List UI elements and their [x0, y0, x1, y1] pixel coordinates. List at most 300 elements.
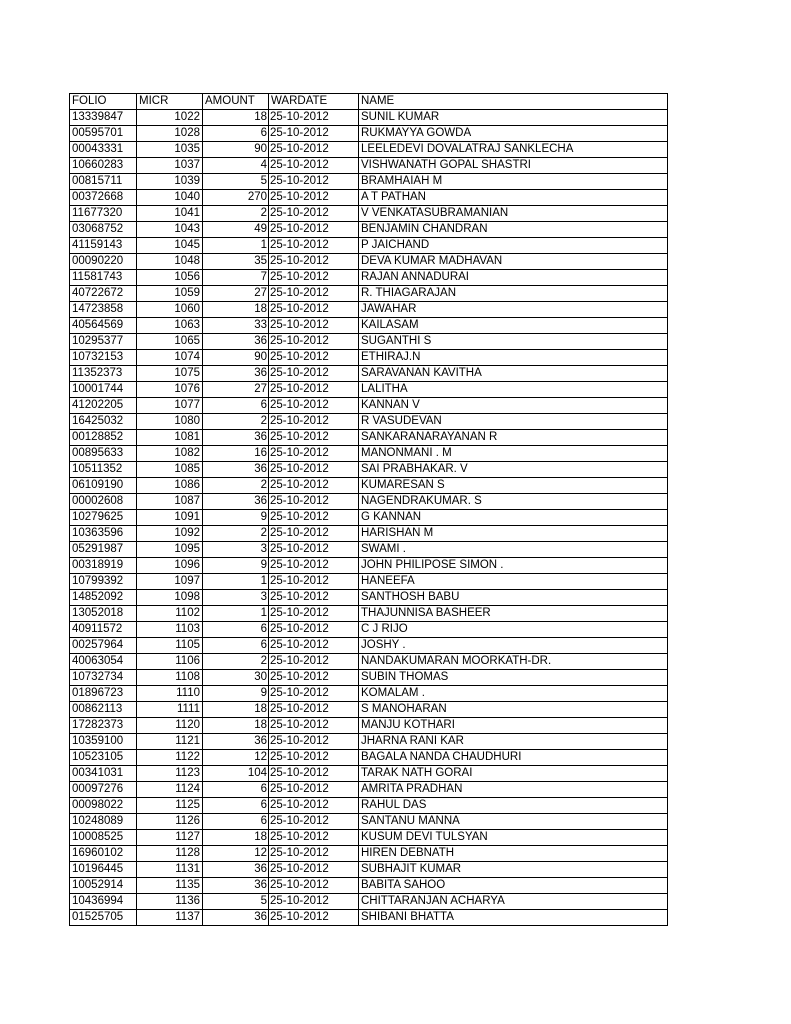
cell-micr: 1056 [137, 270, 203, 286]
cell-micr: 1095 [137, 542, 203, 558]
cell-amount: 12 [203, 750, 269, 766]
table-row [70, 206, 668, 222]
cell-micr: 1091 [137, 510, 203, 526]
cell-amount: 9 [203, 510, 269, 526]
cell-amount: 2 [203, 654, 269, 670]
cell-wardate: 25-10-2012 [269, 606, 359, 622]
cell-amount: 90 [203, 142, 269, 158]
table-body [70, 110, 668, 926]
cell-folio: 10363596 [70, 526, 137, 542]
cell-wardate: 25-10-2012 [269, 718, 359, 734]
cell-name: HARISHAN M [359, 526, 668, 542]
cell-folio: 00318919 [70, 558, 137, 574]
cell-wardate: 25-10-2012 [269, 750, 359, 766]
table-row [70, 862, 668, 878]
cell-amount: 16 [203, 446, 269, 462]
cell-amount: 36 [203, 430, 269, 446]
cell-wardate: 25-10-2012 [269, 558, 359, 574]
cell-micr: 1098 [137, 590, 203, 606]
cell-folio: 10295377 [70, 334, 137, 350]
cell-micr: 1075 [137, 366, 203, 382]
table-row [70, 158, 668, 174]
cell-name: SAI PRABHAKAR. V [359, 462, 668, 478]
cell-amount: 18 [203, 302, 269, 318]
cell-folio: 10436994 [70, 894, 137, 910]
cell-amount: 18 [203, 718, 269, 734]
table-row [70, 270, 668, 286]
table-row [70, 398, 668, 414]
table-row [70, 542, 668, 558]
cell-name: JHARNA RANI KAR [359, 734, 668, 750]
cell-name: C J RIJO [359, 622, 668, 638]
cell-micr: 1087 [137, 494, 203, 510]
cell-micr: 1028 [137, 126, 203, 142]
cell-micr: 1043 [137, 222, 203, 238]
cell-folio: 00128852 [70, 430, 137, 446]
cell-folio: 10732734 [70, 670, 137, 686]
cell-micr: 1059 [137, 286, 203, 302]
cell-name: BRAMHAIAH M [359, 174, 668, 190]
dividend-table-container [69, 93, 667, 926]
cell-folio: 40063054 [70, 654, 137, 670]
cell-micr: 1060 [137, 302, 203, 318]
cell-wardate: 25-10-2012 [269, 734, 359, 750]
table-row [70, 878, 668, 894]
cell-name: V VENKATASUBRAMANIAN [359, 206, 668, 222]
cell-wardate: 25-10-2012 [269, 542, 359, 558]
table-row [70, 302, 668, 318]
cell-name: AMRITA PRADHAN [359, 782, 668, 798]
table-row [70, 126, 668, 142]
table-row [70, 894, 668, 910]
cell-micr: 1096 [137, 558, 203, 574]
cell-wardate: 25-10-2012 [269, 158, 359, 174]
cell-name: BENJAMIN CHANDRAN [359, 222, 668, 238]
cell-micr: 1048 [137, 254, 203, 270]
cell-folio: 40564569 [70, 318, 137, 334]
cell-folio: 10523105 [70, 750, 137, 766]
cell-folio: 10248089 [70, 814, 137, 830]
cell-folio: 00815711 [70, 174, 137, 190]
cell-wardate: 25-10-2012 [269, 190, 359, 206]
cell-amount: 270 [203, 190, 269, 206]
cell-micr: 1074 [137, 350, 203, 366]
cell-micr: 1045 [137, 238, 203, 254]
cell-name: R VASUDEVAN [359, 414, 668, 430]
cell-name: SHIBANI BHATTA [359, 910, 668, 926]
cell-amount: 2 [203, 206, 269, 222]
cell-name: ETHIRAJ.N [359, 350, 668, 366]
cell-name: SWAMI . [359, 542, 668, 558]
cell-folio: 01525705 [70, 910, 137, 926]
cell-amount: 36 [203, 462, 269, 478]
table-row [70, 286, 668, 302]
cell-wardate: 25-10-2012 [269, 846, 359, 862]
cell-amount: 90 [203, 350, 269, 366]
cell-folio: 10001744 [70, 382, 137, 398]
cell-folio: 00341031 [70, 766, 137, 782]
table-row [70, 254, 668, 270]
cell-micr: 1086 [137, 478, 203, 494]
cell-name: RUKMAYYA GOWDA [359, 126, 668, 142]
cell-micr: 1097 [137, 574, 203, 590]
cell-amount: 35 [203, 254, 269, 270]
cell-amount: 49 [203, 222, 269, 238]
cell-amount: 18 [203, 110, 269, 126]
cell-wardate: 25-10-2012 [269, 878, 359, 894]
cell-name: KOMALAM . [359, 686, 668, 702]
table-row [70, 110, 668, 126]
table-row [70, 622, 668, 638]
cell-folio: 05291987 [70, 542, 137, 558]
table-row [70, 510, 668, 526]
cell-amount: 3 [203, 590, 269, 606]
cell-folio: 13052018 [70, 606, 137, 622]
table-row [70, 590, 668, 606]
cell-micr: 1122 [137, 750, 203, 766]
table-row [70, 654, 668, 670]
table-row [70, 846, 668, 862]
cell-name: JOHN PHILIPOSE SIMON . [359, 558, 668, 574]
cell-name: NANDAKUMARAN MOORKATH-DR. [359, 654, 668, 670]
cell-folio: 16960102 [70, 846, 137, 862]
cell-name: HANEEFA [359, 574, 668, 590]
cell-name: G KANNAN [359, 510, 668, 526]
table-row [70, 334, 668, 350]
cell-wardate: 25-10-2012 [269, 510, 359, 526]
cell-micr: 1102 [137, 606, 203, 622]
cell-folio: 40722672 [70, 286, 137, 302]
table-row [70, 174, 668, 190]
cell-folio: 10732153 [70, 350, 137, 366]
cell-wardate: 25-10-2012 [269, 318, 359, 334]
cell-folio: 00862113 [70, 702, 137, 718]
cell-folio: 10359100 [70, 734, 137, 750]
cell-wardate: 25-10-2012 [269, 462, 359, 478]
cell-name: RAJAN ANNADURAI [359, 270, 668, 286]
cell-folio: 14852092 [70, 590, 137, 606]
header-micr: MICR [137, 94, 203, 110]
cell-wardate: 25-10-2012 [269, 238, 359, 254]
table-row [70, 478, 668, 494]
cell-amount: 9 [203, 686, 269, 702]
cell-name: CHITTARANJAN ACHARYA [359, 894, 668, 910]
table-row [70, 798, 668, 814]
cell-amount: 6 [203, 398, 269, 414]
table-row [70, 446, 668, 462]
cell-name: NAGENDRAKUMAR. S [359, 494, 668, 510]
cell-micr: 1124 [137, 782, 203, 798]
cell-folio: 00043331 [70, 142, 137, 158]
cell-micr: 1120 [137, 718, 203, 734]
table-row [70, 766, 668, 782]
cell-wardate: 25-10-2012 [269, 414, 359, 430]
cell-micr: 1082 [137, 446, 203, 462]
table-row [70, 462, 668, 478]
cell-amount: 4 [203, 158, 269, 174]
cell-amount: 6 [203, 126, 269, 142]
cell-folio: 17282373 [70, 718, 137, 734]
cell-amount: 18 [203, 702, 269, 718]
cell-wardate: 25-10-2012 [269, 286, 359, 302]
cell-amount: 36 [203, 862, 269, 878]
cell-name: SARAVANAN KAVITHA [359, 366, 668, 382]
dividend-table [69, 93, 668, 926]
cell-folio: 00097276 [70, 782, 137, 798]
cell-name: TARAK NATH GORAI [359, 766, 668, 782]
table-row [70, 222, 668, 238]
cell-amount: 27 [203, 382, 269, 398]
cell-wardate: 25-10-2012 [269, 702, 359, 718]
cell-micr: 1110 [137, 686, 203, 702]
cell-wardate: 25-10-2012 [269, 894, 359, 910]
cell-micr: 1108 [137, 670, 203, 686]
cell-folio: 00595701 [70, 126, 137, 142]
cell-folio: 10660283 [70, 158, 137, 174]
cell-micr: 1131 [137, 862, 203, 878]
cell-name: MANJU KOTHARI [359, 718, 668, 734]
cell-folio: 10279625 [70, 510, 137, 526]
table-row [70, 414, 668, 430]
header-folio: FOLIO [70, 94, 137, 110]
table-row [70, 350, 668, 366]
cell-wardate: 25-10-2012 [269, 126, 359, 142]
cell-folio: 01896723 [70, 686, 137, 702]
cell-wardate: 25-10-2012 [269, 334, 359, 350]
table-row [70, 910, 668, 926]
cell-name: JAWAHAR [359, 302, 668, 318]
cell-micr: 1103 [137, 622, 203, 638]
table-row [70, 574, 668, 590]
cell-name: R. THIAGARAJAN [359, 286, 668, 302]
header-wardate: WARDATE [269, 94, 359, 110]
cell-wardate: 25-10-2012 [269, 446, 359, 462]
cell-folio: 00895633 [70, 446, 137, 462]
cell-wardate: 25-10-2012 [269, 494, 359, 510]
header-amount: AMOUNT [203, 94, 269, 110]
header-name: NAME [359, 94, 668, 110]
cell-wardate: 25-10-2012 [269, 830, 359, 846]
cell-name: BABITA SAHOO [359, 878, 668, 894]
cell-amount: 6 [203, 782, 269, 798]
table-row [70, 430, 668, 446]
cell-amount: 2 [203, 414, 269, 430]
cell-name: LALITHA [359, 382, 668, 398]
cell-wardate: 25-10-2012 [269, 222, 359, 238]
cell-micr: 1081 [137, 430, 203, 446]
table-row [70, 686, 668, 702]
cell-folio: 10799392 [70, 574, 137, 590]
cell-wardate: 25-10-2012 [269, 622, 359, 638]
cell-wardate: 25-10-2012 [269, 910, 359, 926]
cell-amount: 7 [203, 270, 269, 286]
cell-amount: 6 [203, 814, 269, 830]
cell-amount: 3 [203, 542, 269, 558]
cell-name: KUSUM DEVI TULSYAN [359, 830, 668, 846]
table-row [70, 558, 668, 574]
cell-folio: 00257964 [70, 638, 137, 654]
cell-folio: 41202205 [70, 398, 137, 414]
cell-name: SUNIL KUMAR [359, 110, 668, 126]
cell-micr: 1085 [137, 462, 203, 478]
cell-micr: 1039 [137, 174, 203, 190]
cell-name: S MANOHARAN [359, 702, 668, 718]
cell-amount: 5 [203, 894, 269, 910]
cell-amount: 2 [203, 526, 269, 542]
cell-wardate: 25-10-2012 [269, 654, 359, 670]
cell-micr: 1105 [137, 638, 203, 654]
cell-micr: 1111 [137, 702, 203, 718]
cell-name: BAGALA NANDA CHAUDHURI [359, 750, 668, 766]
table-row [70, 606, 668, 622]
cell-micr: 1136 [137, 894, 203, 910]
cell-wardate: 25-10-2012 [269, 638, 359, 654]
cell-name: KAILASAM [359, 318, 668, 334]
table-row [70, 718, 668, 734]
cell-folio: 03068752 [70, 222, 137, 238]
cell-micr: 1128 [137, 846, 203, 862]
cell-amount: 30 [203, 670, 269, 686]
cell-micr: 1135 [137, 878, 203, 894]
table-row [70, 238, 668, 254]
cell-amount: 18 [203, 830, 269, 846]
cell-wardate: 25-10-2012 [269, 270, 359, 286]
cell-folio: 10052914 [70, 878, 137, 894]
cell-name: SUBIN THOMAS [359, 670, 668, 686]
cell-folio: 00090220 [70, 254, 137, 270]
cell-amount: 36 [203, 878, 269, 894]
cell-wardate: 25-10-2012 [269, 110, 359, 126]
cell-folio: 00098022 [70, 798, 137, 814]
cell-micr: 1065 [137, 334, 203, 350]
cell-wardate: 25-10-2012 [269, 254, 359, 270]
cell-micr: 1077 [137, 398, 203, 414]
cell-name: P JAICHAND [359, 238, 668, 254]
cell-micr: 1121 [137, 734, 203, 750]
cell-folio: 06109190 [70, 478, 137, 494]
cell-name: VISHWANATH GOPAL SHASTRI [359, 158, 668, 174]
cell-micr: 1080 [137, 414, 203, 430]
cell-amount: 1 [203, 574, 269, 590]
table-row [70, 318, 668, 334]
cell-name: KUMARESAN S [359, 478, 668, 494]
cell-folio: 10511352 [70, 462, 137, 478]
cell-folio: 10196445 [70, 862, 137, 878]
cell-name: DEVA KUMAR MADHAVAN [359, 254, 668, 270]
cell-wardate: 25-10-2012 [269, 350, 359, 366]
cell-amount: 36 [203, 910, 269, 926]
cell-micr: 1076 [137, 382, 203, 398]
cell-micr: 1063 [137, 318, 203, 334]
cell-folio: 11581743 [70, 270, 137, 286]
cell-name: SUBHAJIT KUMAR [359, 862, 668, 878]
table-row [70, 142, 668, 158]
cell-wardate: 25-10-2012 [269, 430, 359, 446]
cell-wardate: 25-10-2012 [269, 366, 359, 382]
cell-folio: 41159143 [70, 238, 137, 254]
cell-amount: 12 [203, 846, 269, 862]
cell-wardate: 25-10-2012 [269, 142, 359, 158]
cell-amount: 5 [203, 174, 269, 190]
cell-folio: 13339847 [70, 110, 137, 126]
cell-wardate: 25-10-2012 [269, 686, 359, 702]
cell-amount: 27 [203, 286, 269, 302]
cell-wardate: 25-10-2012 [269, 398, 359, 414]
cell-name: LEELEDEVI DOVALATRAJ SANKLECHA [359, 142, 668, 158]
table-row [70, 526, 668, 542]
cell-amount: 2 [203, 478, 269, 494]
cell-wardate: 25-10-2012 [269, 302, 359, 318]
table-row [70, 814, 668, 830]
cell-micr: 1126 [137, 814, 203, 830]
table-header-row [70, 94, 668, 110]
cell-name: HIREN DEBNATH [359, 846, 668, 862]
cell-wardate: 25-10-2012 [269, 526, 359, 542]
table-row [70, 782, 668, 798]
cell-folio: 14723858 [70, 302, 137, 318]
cell-wardate: 25-10-2012 [269, 574, 359, 590]
cell-micr: 1022 [137, 110, 203, 126]
cell-amount: 1 [203, 606, 269, 622]
cell-amount: 36 [203, 734, 269, 750]
cell-amount: 33 [203, 318, 269, 334]
cell-wardate: 25-10-2012 [269, 814, 359, 830]
cell-wardate: 25-10-2012 [269, 206, 359, 222]
table-row [70, 638, 668, 654]
cell-wardate: 25-10-2012 [269, 798, 359, 814]
cell-wardate: 25-10-2012 [269, 590, 359, 606]
cell-name: SANKARANARAYANAN R [359, 430, 668, 446]
cell-name: MANONMANI . M [359, 446, 668, 462]
table-row [70, 190, 668, 206]
cell-micr: 1041 [137, 206, 203, 222]
cell-amount: 36 [203, 494, 269, 510]
cell-wardate: 25-10-2012 [269, 782, 359, 798]
cell-micr: 1040 [137, 190, 203, 206]
cell-name: SUGANTHI S [359, 334, 668, 350]
cell-folio: 11352373 [70, 366, 137, 382]
cell-name: THAJUNNISA BASHEER [359, 606, 668, 622]
cell-wardate: 25-10-2012 [269, 382, 359, 398]
cell-name: A T PATHAN [359, 190, 668, 206]
cell-folio: 00372668 [70, 190, 137, 206]
cell-folio: 40911572 [70, 622, 137, 638]
cell-amount: 6 [203, 798, 269, 814]
cell-micr: 1106 [137, 654, 203, 670]
cell-micr: 1137 [137, 910, 203, 926]
cell-amount: 9 [203, 558, 269, 574]
cell-name: JOSHY . [359, 638, 668, 654]
cell-wardate: 25-10-2012 [269, 174, 359, 190]
cell-micr: 1127 [137, 830, 203, 846]
cell-folio: 16425032 [70, 414, 137, 430]
cell-folio: 00002608 [70, 494, 137, 510]
cell-wardate: 25-10-2012 [269, 862, 359, 878]
cell-micr: 1037 [137, 158, 203, 174]
cell-name: RAHUL DAS [359, 798, 668, 814]
cell-name: SANTHOSH BABU [359, 590, 668, 606]
cell-micr: 1092 [137, 526, 203, 542]
cell-wardate: 25-10-2012 [269, 670, 359, 686]
cell-micr: 1123 [137, 766, 203, 782]
cell-amount: 36 [203, 334, 269, 350]
cell-micr: 1035 [137, 142, 203, 158]
table-row [70, 750, 668, 766]
cell-folio: 10008525 [70, 830, 137, 846]
cell-amount: 6 [203, 638, 269, 654]
table-row [70, 670, 668, 686]
table-row [70, 734, 668, 750]
